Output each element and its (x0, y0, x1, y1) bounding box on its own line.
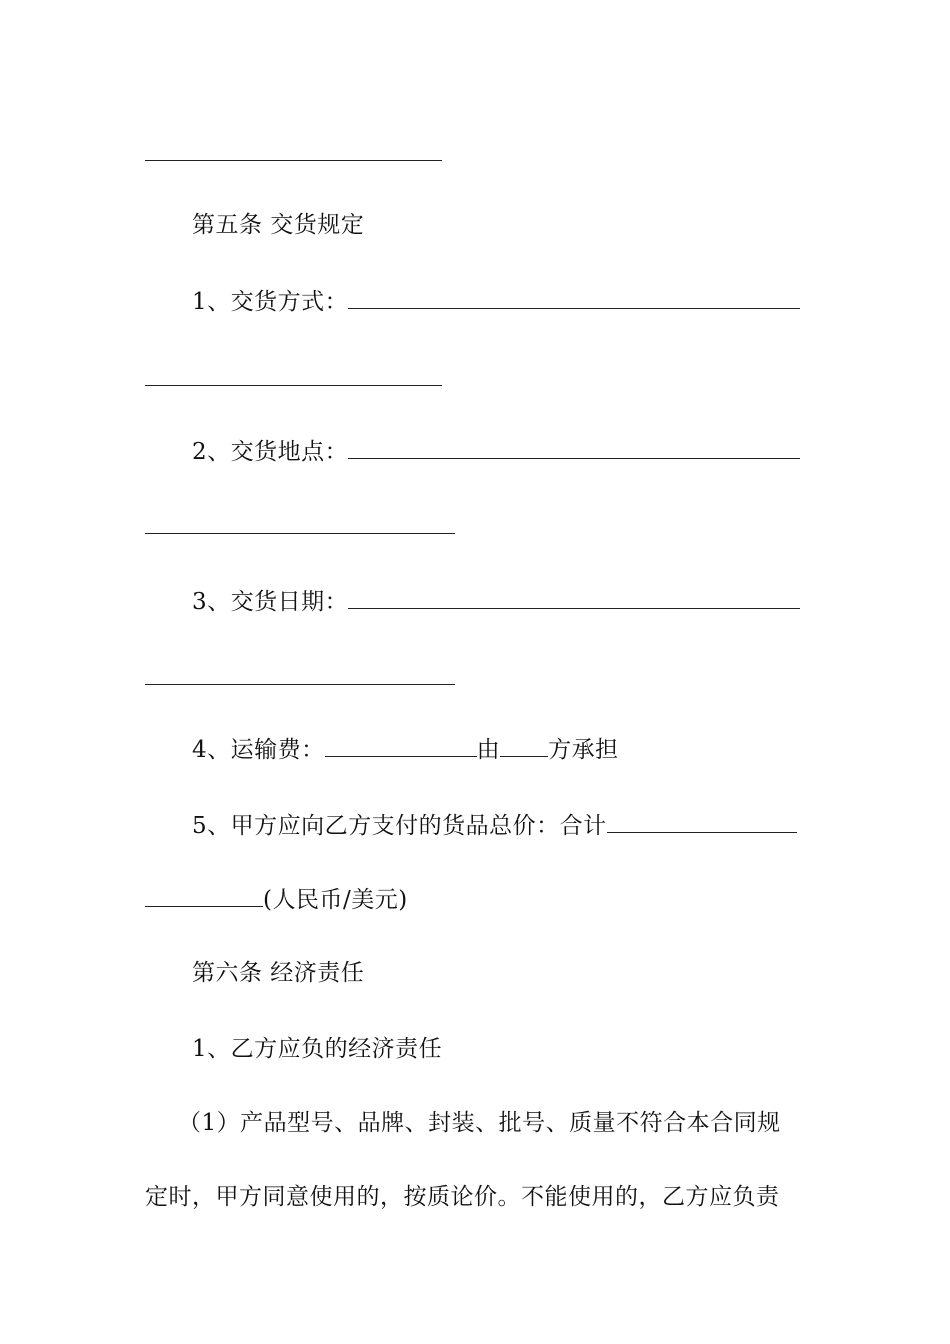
total-price-blank[interactable] (607, 810, 797, 833)
freight-by-label: 由 (476, 737, 501, 763)
article-5-title: 第五条 交货规定 (192, 212, 365, 238)
article-6-item-1: 1、乙方应负的经济责任 (192, 1036, 443, 1062)
freight-bear-label: 方承担 (548, 737, 619, 763)
currency-label: (人民币/美元) (263, 887, 408, 913)
freight-line (192, 734, 619, 765)
delivery-place-blank[interactable] (348, 436, 800, 459)
delivery-place-line (192, 436, 800, 467)
fill-in-line (145, 385, 442, 386)
fill-in-line (145, 684, 455, 685)
fill-in-line (145, 160, 442, 161)
delivery-place-label: 2、交货地点： (192, 439, 349, 465)
total-price-label: 5、甲方应向乙方支付的货品总价：合计 (192, 813, 607, 839)
delivery-date-label: 3、交货日期： (192, 589, 349, 615)
article-6-sub-1-line-1: （1）产品型号、品牌、封装、批号、质量不符合本合同规 (178, 1110, 781, 1136)
delivery-method-line (192, 286, 800, 317)
delivery-method-blank[interactable] (348, 286, 800, 309)
total-price-blank-cont[interactable] (145, 884, 263, 907)
freight-amount-blank[interactable] (325, 734, 477, 757)
article-6-sub-1-line-2: 定时，甲方同意使用的，按质论价。不能使用的，乙方应负责 (145, 1184, 780, 1210)
delivery-date-blank[interactable] (348, 586, 800, 609)
total-price-line (192, 810, 797, 841)
delivery-date-line (192, 586, 800, 617)
article-6-title: 第六条 经济责任 (192, 960, 365, 986)
delivery-method-label: 1、交货方式： (192, 289, 349, 315)
currency-line (145, 884, 408, 915)
fill-in-line (145, 533, 455, 534)
freight-label: 4、运输费： (192, 737, 325, 763)
freight-party-blank[interactable] (500, 734, 548, 757)
